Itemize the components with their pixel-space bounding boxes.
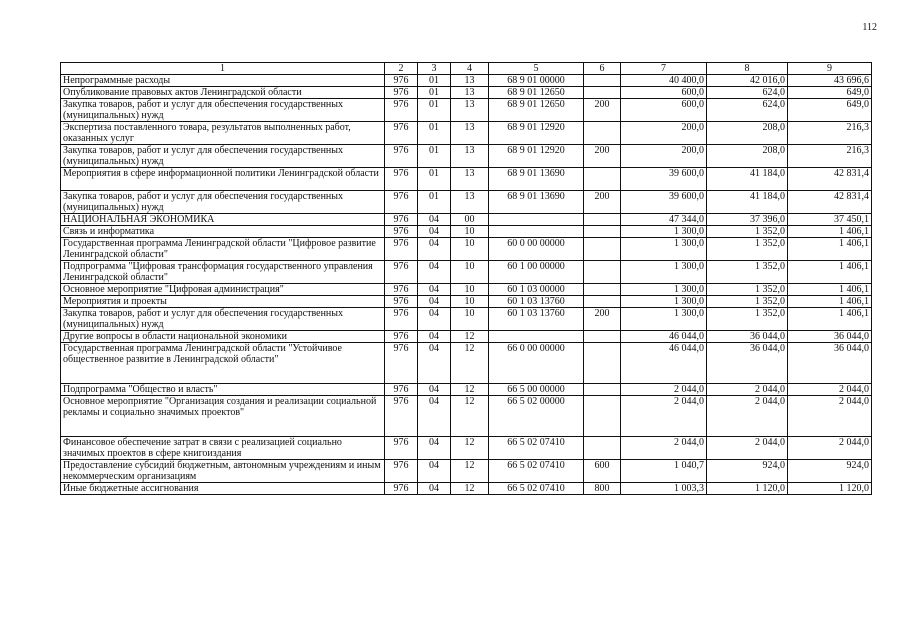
row-name-cell: Экспертиза поставленного товара, результатов выполненных работ, оказанных услуг — [61, 122, 385, 145]
row-target-article-cell: 66 0 00 00000 — [489, 343, 584, 384]
row-subsection-cell: 10 — [451, 296, 489, 308]
row-target-article-cell: 68 9 01 13690 — [489, 191, 584, 214]
row-admin-code-cell: 976 — [385, 261, 418, 284]
row-target-article-cell: 60 1 03 13760 — [489, 308, 584, 331]
row-amount-8-cell: 624,0 — [707, 87, 788, 99]
col-header-4: 4 — [451, 63, 489, 75]
row-subsection-cell: 13 — [451, 168, 489, 191]
row-admin-code-cell: 976 — [385, 191, 418, 214]
table-row — [61, 75, 872, 87]
row-name-cell: Предоставление субсидий бюджетным, автономным учреждениям и иным некоммерческим организациям — [61, 460, 385, 483]
row-target-article-cell: 68 9 01 00000 — [489, 75, 584, 87]
row-name-cell: Подпрограмма "Цифровая трансформация государственного управления Ленинградской области" — [61, 261, 385, 284]
row-amount-9-cell: 42 831,4 — [788, 191, 872, 214]
row-admin-code-cell: 976 — [385, 145, 418, 168]
row-amount-7-cell: 600,0 — [621, 99, 707, 122]
row-section-cell: 04 — [418, 331, 451, 343]
table-row — [61, 437, 872, 460]
row-name-cell: Основное мероприятие "Организация создания и реализации социальной рекламы и социально значимых проектов" — [61, 396, 385, 437]
row-admin-code-cell: 976 — [385, 396, 418, 437]
row-amount-7-cell: 1 040,7 — [621, 460, 707, 483]
row-amount-7-cell: 2 044,0 — [621, 437, 707, 460]
row-amount-7-cell: 46 044,0 — [621, 331, 707, 343]
row-admin-code-cell: 976 — [385, 168, 418, 191]
row-amount-7-cell: 1 300,0 — [621, 284, 707, 296]
row-expense-type-cell — [584, 384, 621, 396]
row-section-cell: 01 — [418, 122, 451, 145]
row-amount-9-cell: 43 696,6 — [788, 75, 872, 87]
row-amount-7-cell: 600,0 — [621, 87, 707, 99]
row-section-cell: 04 — [418, 261, 451, 284]
row-amount-7-cell: 47 344,0 — [621, 214, 707, 226]
row-subsection-cell: 12 — [451, 396, 489, 437]
row-amount-7-cell: 1 300,0 — [621, 238, 707, 261]
row-target-article-cell: 66 5 02 07410 — [489, 437, 584, 460]
row-name-cell: Финансовое обеспечение затрат в связи с реализацией социально значимых проектов в сфере книгоиздания — [61, 437, 385, 460]
row-section-cell: 04 — [418, 460, 451, 483]
row-amount-8-cell: 37 396,0 — [707, 214, 788, 226]
row-amount-8-cell: 41 184,0 — [707, 191, 788, 214]
table-row — [61, 261, 872, 284]
row-subsection-cell: 13 — [451, 87, 489, 99]
row-amount-9-cell: 42 831,4 — [788, 168, 872, 191]
table-row — [61, 145, 872, 168]
row-amount-8-cell: 2 044,0 — [707, 437, 788, 460]
row-admin-code-cell: 976 — [385, 296, 418, 308]
row-name-cell: Закупка товаров, работ и услуг для обеспечения государственных (муниципальных) нужд — [61, 308, 385, 331]
row-amount-8-cell: 1 352,0 — [707, 226, 788, 238]
table-row — [61, 343, 872, 384]
row-section-cell: 04 — [418, 284, 451, 296]
row-expense-type-cell: 800 — [584, 483, 621, 495]
row-expense-type-cell — [584, 296, 621, 308]
row-subsection-cell: 13 — [451, 191, 489, 214]
row-admin-code-cell: 976 — [385, 226, 418, 238]
row-admin-code-cell: 976 — [385, 238, 418, 261]
row-section-cell: 01 — [418, 75, 451, 87]
row-subsection-cell: 10 — [451, 238, 489, 261]
row-amount-9-cell: 649,0 — [788, 87, 872, 99]
row-name-cell: Закупка товаров, работ и услуг для обеспечения государственных (муниципальных) нужд — [61, 145, 385, 168]
row-target-article-cell: 68 9 01 13690 — [489, 168, 584, 191]
row-admin-code-cell: 976 — [385, 483, 418, 495]
row-admin-code-cell: 976 — [385, 75, 418, 87]
row-target-article-cell — [489, 226, 584, 238]
col-header-9: 9 — [788, 63, 872, 75]
row-amount-9-cell: 1 406,1 — [788, 284, 872, 296]
row-expense-type-cell — [584, 75, 621, 87]
row-name-cell: Мероприятия в сфере информационной политики Ленинградской области — [61, 168, 385, 191]
row-subsection-cell: 10 — [451, 226, 489, 238]
row-amount-9-cell: 36 044,0 — [788, 331, 872, 343]
col-header-1: 1 — [61, 63, 385, 75]
row-admin-code-cell: 976 — [385, 308, 418, 331]
row-expense-type-cell — [584, 238, 621, 261]
row-name-cell: Непрограммные расходы — [61, 75, 385, 87]
row-expense-type-cell: 200 — [584, 191, 621, 214]
row-target-article-cell: 68 9 01 12650 — [489, 87, 584, 99]
row-amount-9-cell: 216,3 — [788, 122, 872, 145]
row-target-article-cell: 66 5 02 07410 — [489, 460, 584, 483]
col-header-2: 2 — [385, 63, 418, 75]
row-target-article-cell: 68 9 01 12650 — [489, 99, 584, 122]
row-amount-7-cell: 46 044,0 — [621, 343, 707, 384]
row-section-cell: 04 — [418, 238, 451, 261]
row-expense-type-cell — [584, 87, 621, 99]
row-amount-8-cell: 36 044,0 — [707, 343, 788, 384]
row-amount-7-cell: 2 044,0 — [621, 384, 707, 396]
table-row — [61, 284, 872, 296]
row-amount-8-cell: 1 352,0 — [707, 296, 788, 308]
row-amount-8-cell: 1 352,0 — [707, 261, 788, 284]
row-admin-code-cell: 976 — [385, 284, 418, 296]
row-section-cell: 04 — [418, 437, 451, 460]
row-subsection-cell: 00 — [451, 214, 489, 226]
row-subsection-cell: 12 — [451, 483, 489, 495]
row-amount-8-cell: 1 352,0 — [707, 308, 788, 331]
row-subsection-cell: 12 — [451, 460, 489, 483]
row-amount-8-cell: 624,0 — [707, 99, 788, 122]
row-expense-type-cell: 200 — [584, 145, 621, 168]
row-amount-9-cell: 1 120,0 — [788, 483, 872, 495]
row-admin-code-cell: 976 — [385, 384, 418, 396]
row-amount-9-cell: 1 406,1 — [788, 238, 872, 261]
row-name-cell: Иные бюджетные ассигнования — [61, 483, 385, 495]
table-row — [61, 168, 872, 191]
row-section-cell: 04 — [418, 396, 451, 437]
row-subsection-cell: 12 — [451, 331, 489, 343]
row-amount-8-cell: 42 016,0 — [707, 75, 788, 87]
row-subsection-cell: 12 — [451, 343, 489, 384]
row-section-cell: 04 — [418, 226, 451, 238]
row-name-cell: НАЦИОНАЛЬНАЯ ЭКОНОМИКА — [61, 214, 385, 226]
budget-table — [60, 62, 872, 495]
row-amount-9-cell: 649,0 — [788, 99, 872, 122]
row-name-cell: Другие вопросы в области национальной экономики — [61, 331, 385, 343]
row-amount-7-cell: 1 300,0 — [621, 296, 707, 308]
table-row — [61, 191, 872, 214]
col-header-3: 3 — [418, 63, 451, 75]
row-amount-7-cell: 200,0 — [621, 145, 707, 168]
row-section-cell: 01 — [418, 191, 451, 214]
row-amount-7-cell: 1 300,0 — [621, 308, 707, 331]
page-number: 112 — [862, 22, 877, 33]
row-section-cell: 04 — [418, 308, 451, 331]
row-target-article-cell: 60 1 00 00000 — [489, 261, 584, 284]
row-expense-type-cell: 600 — [584, 460, 621, 483]
row-target-article-cell: 68 9 01 12920 — [489, 145, 584, 168]
row-section-cell: 01 — [418, 145, 451, 168]
row-target-article-cell — [489, 214, 584, 226]
row-target-article-cell: 66 5 02 07410 — [489, 483, 584, 495]
row-amount-9-cell: 216,3 — [788, 145, 872, 168]
row-subsection-cell: 10 — [451, 284, 489, 296]
row-target-article-cell: 60 1 03 00000 — [489, 284, 584, 296]
row-target-article-cell: 60 0 00 00000 — [489, 238, 584, 261]
row-subsection-cell: 13 — [451, 122, 489, 145]
row-section-cell: 04 — [418, 296, 451, 308]
row-amount-8-cell: 2 044,0 — [707, 396, 788, 437]
row-amount-9-cell: 37 450,1 — [788, 214, 872, 226]
table-row — [61, 384, 872, 396]
row-expense-type-cell — [584, 331, 621, 343]
row-amount-9-cell: 1 406,1 — [788, 308, 872, 331]
table-row — [61, 460, 872, 483]
row-amount-7-cell: 39 600,0 — [621, 191, 707, 214]
row-subsection-cell: 13 — [451, 99, 489, 122]
table-row — [61, 331, 872, 343]
table-body — [61, 75, 872, 495]
row-amount-9-cell: 2 044,0 — [788, 396, 872, 437]
row-subsection-cell: 13 — [451, 75, 489, 87]
row-admin-code-cell: 976 — [385, 331, 418, 343]
row-amount-8-cell: 36 044,0 — [707, 331, 788, 343]
row-section-cell: 04 — [418, 483, 451, 495]
row-amount-8-cell: 41 184,0 — [707, 168, 788, 191]
row-expense-type-cell — [584, 168, 621, 191]
row-amount-9-cell: 1 406,1 — [788, 296, 872, 308]
row-amount-8-cell: 1 352,0 — [707, 238, 788, 261]
row-admin-code-cell: 976 — [385, 437, 418, 460]
row-expense-type-cell — [584, 396, 621, 437]
row-target-article-cell: 60 1 03 13760 — [489, 296, 584, 308]
row-expense-type-cell — [584, 122, 621, 145]
row-amount-9-cell: 2 044,0 — [788, 384, 872, 396]
row-amount-7-cell: 1 003,3 — [621, 483, 707, 495]
row-amount-9-cell: 36 044,0 — [788, 343, 872, 384]
row-amount-7-cell: 200,0 — [621, 122, 707, 145]
row-name-cell: Закупка товаров, работ и услуг для обеспечения государственных (муниципальных) нужд — [61, 191, 385, 214]
row-expense-type-cell: 200 — [584, 308, 621, 331]
row-amount-8-cell: 208,0 — [707, 145, 788, 168]
col-header-6: 6 — [584, 63, 621, 75]
row-name-cell: Государственная программа Ленинградской области "Устойчивое общественное развитие в Ленинградской области" — [61, 343, 385, 384]
row-section-cell: 04 — [418, 343, 451, 384]
row-amount-7-cell: 40 400,0 — [621, 75, 707, 87]
row-amount-8-cell: 924,0 — [707, 460, 788, 483]
row-amount-8-cell: 1 352,0 — [707, 284, 788, 296]
table-row — [61, 483, 872, 495]
row-admin-code-cell: 976 — [385, 214, 418, 226]
table-row — [61, 396, 872, 437]
row-subsection-cell: 13 — [451, 145, 489, 168]
row-admin-code-cell: 976 — [385, 460, 418, 483]
row-name-cell: Опубликование правовых актов Ленинградской области — [61, 87, 385, 99]
row-amount-7-cell: 2 044,0 — [621, 396, 707, 437]
header-row — [61, 63, 872, 75]
row-section-cell: 04 — [418, 214, 451, 226]
row-expense-type-cell — [584, 214, 621, 226]
row-expense-type-cell — [584, 284, 621, 296]
row-name-cell: Мероприятия и проекты — [61, 296, 385, 308]
row-subsection-cell: 12 — [451, 437, 489, 460]
row-subsection-cell: 10 — [451, 261, 489, 284]
row-expense-type-cell — [584, 343, 621, 384]
row-section-cell: 01 — [418, 99, 451, 122]
row-target-article-cell: 68 9 01 12920 — [489, 122, 584, 145]
row-amount-7-cell: 39 600,0 — [621, 168, 707, 191]
table-row — [61, 214, 872, 226]
table-row — [61, 238, 872, 261]
table-row — [61, 122, 872, 145]
col-header-5: 5 — [489, 63, 584, 75]
row-amount-8-cell: 1 120,0 — [707, 483, 788, 495]
col-header-8: 8 — [707, 63, 788, 75]
row-amount-9-cell: 1 406,1 — [788, 226, 872, 238]
row-subsection-cell: 12 — [451, 384, 489, 396]
table-row — [61, 296, 872, 308]
col-header-7: 7 — [621, 63, 707, 75]
row-amount-7-cell: 1 300,0 — [621, 226, 707, 238]
row-name-cell: Связь и информатика — [61, 226, 385, 238]
row-expense-type-cell — [584, 437, 621, 460]
row-amount-8-cell: 208,0 — [707, 122, 788, 145]
row-amount-9-cell: 924,0 — [788, 460, 872, 483]
table-row — [61, 87, 872, 99]
row-admin-code-cell: 976 — [385, 99, 418, 122]
row-name-cell: Закупка товаров, работ и услуг для обеспечения государственных (муниципальных) нужд — [61, 99, 385, 122]
row-amount-9-cell: 1 406,1 — [788, 261, 872, 284]
row-amount-9-cell: 2 044,0 — [788, 437, 872, 460]
row-target-article-cell — [489, 331, 584, 343]
row-section-cell: 01 — [418, 87, 451, 99]
row-target-article-cell: 66 5 02 00000 — [489, 396, 584, 437]
row-name-cell: Подпрограмма "Общество и власть" — [61, 384, 385, 396]
row-amount-7-cell: 1 300,0 — [621, 261, 707, 284]
row-name-cell: Государственная программа Ленинградской области "Цифровое развитие Ленинградской области" — [61, 238, 385, 261]
row-section-cell: 01 — [418, 168, 451, 191]
row-expense-type-cell — [584, 226, 621, 238]
table-row — [61, 226, 872, 238]
row-expense-type-cell: 200 — [584, 99, 621, 122]
row-amount-8-cell: 2 044,0 — [707, 384, 788, 396]
row-admin-code-cell: 976 — [385, 343, 418, 384]
row-target-article-cell: 66 5 00 00000 — [489, 384, 584, 396]
table-row — [61, 308, 872, 331]
row-section-cell: 04 — [418, 384, 451, 396]
row-expense-type-cell — [584, 261, 621, 284]
table-row — [61, 99, 872, 122]
row-admin-code-cell: 976 — [385, 87, 418, 99]
row-name-cell: Основное мероприятие "Цифровая администрация" — [61, 284, 385, 296]
row-subsection-cell: 10 — [451, 308, 489, 331]
row-admin-code-cell: 976 — [385, 122, 418, 145]
